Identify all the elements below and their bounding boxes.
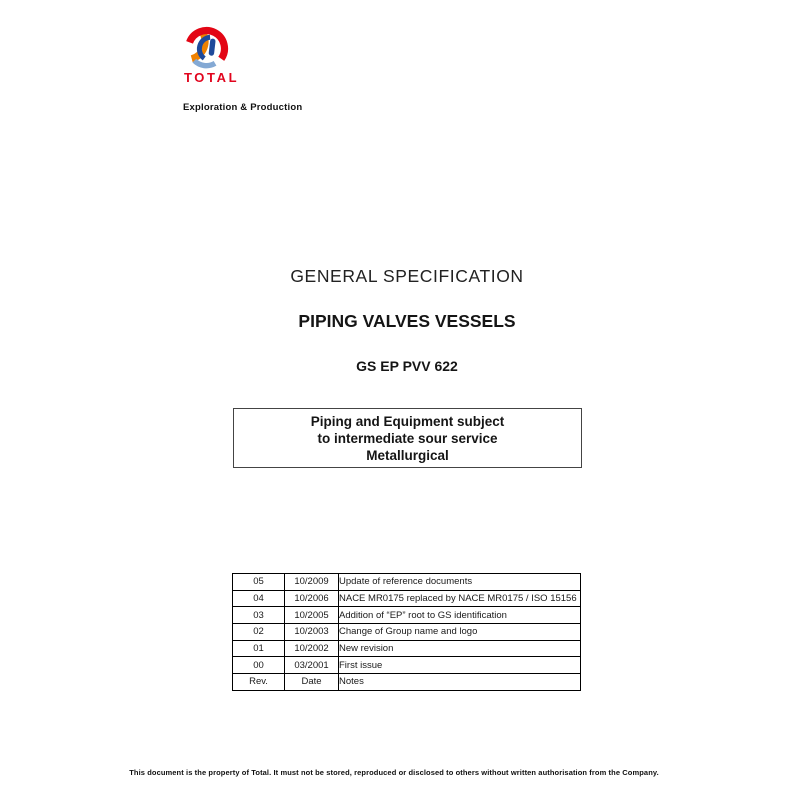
revision-table [232,573,581,691]
doc-number: GS EP PVV 622 [356,358,458,374]
notes-cell: New revision [339,640,581,657]
rev-cell: 01 [233,640,285,657]
table-row [233,590,581,607]
rev-cell: 04 [233,590,285,607]
subject-line-2: to intermediate sour service [317,430,498,446]
subject-line-1: Piping and Equipment subject [310,413,505,429]
table-row [233,657,581,674]
globe-lightblue-ribbon [194,61,215,66]
division-label: Exploration & Production [183,102,303,113]
subject-line-3: Metallurgical [366,447,449,463]
table-header-row [233,674,581,691]
rev-header-cell: Rev. [233,674,285,691]
rev-cell: 00 [233,657,285,674]
total-globe-icon [184,26,229,71]
notes-cell: Update of reference documents [339,574,581,591]
date-cell: 10/2006 [285,590,339,607]
discipline-title: PIPING VALVES VESSELS [298,311,516,331]
doc-type-title: GENERAL SPECIFICATION [290,266,524,286]
notes-cell: First issue [339,657,581,674]
total-wordmark: TOTAL [184,70,240,85]
notes-header-cell: Notes [339,674,581,691]
date-header-cell: Date [285,674,339,691]
confidentiality-notice: This document is the property of Total. It must not be stored, reproduced or disclosed to others without written authorisation from the Company. [129,768,659,777]
globe-darkblue-bar [211,41,212,53]
table-row [233,640,581,657]
date-cell: 10/2005 [285,607,339,624]
notes-cell: Addition of “EP” root to GS identification [339,607,581,624]
date-cell: 03/2001 [285,657,339,674]
subject-box [233,408,582,468]
notes-cell: Change of Group name and logo [339,624,581,641]
date-cell: 10/2002 [285,640,339,657]
rev-cell: 05 [233,574,285,591]
rev-cell: 02 [233,624,285,641]
table-row [233,607,581,624]
table-row [233,624,581,641]
rev-cell: 03 [233,607,285,624]
date-cell: 10/2003 [285,624,339,641]
notes-cell: NACE MR0175 replaced by NACE MR0175 / ISO 15156 [339,590,581,607]
date-cell: 10/2009 [285,574,339,591]
table-row [233,574,581,591]
